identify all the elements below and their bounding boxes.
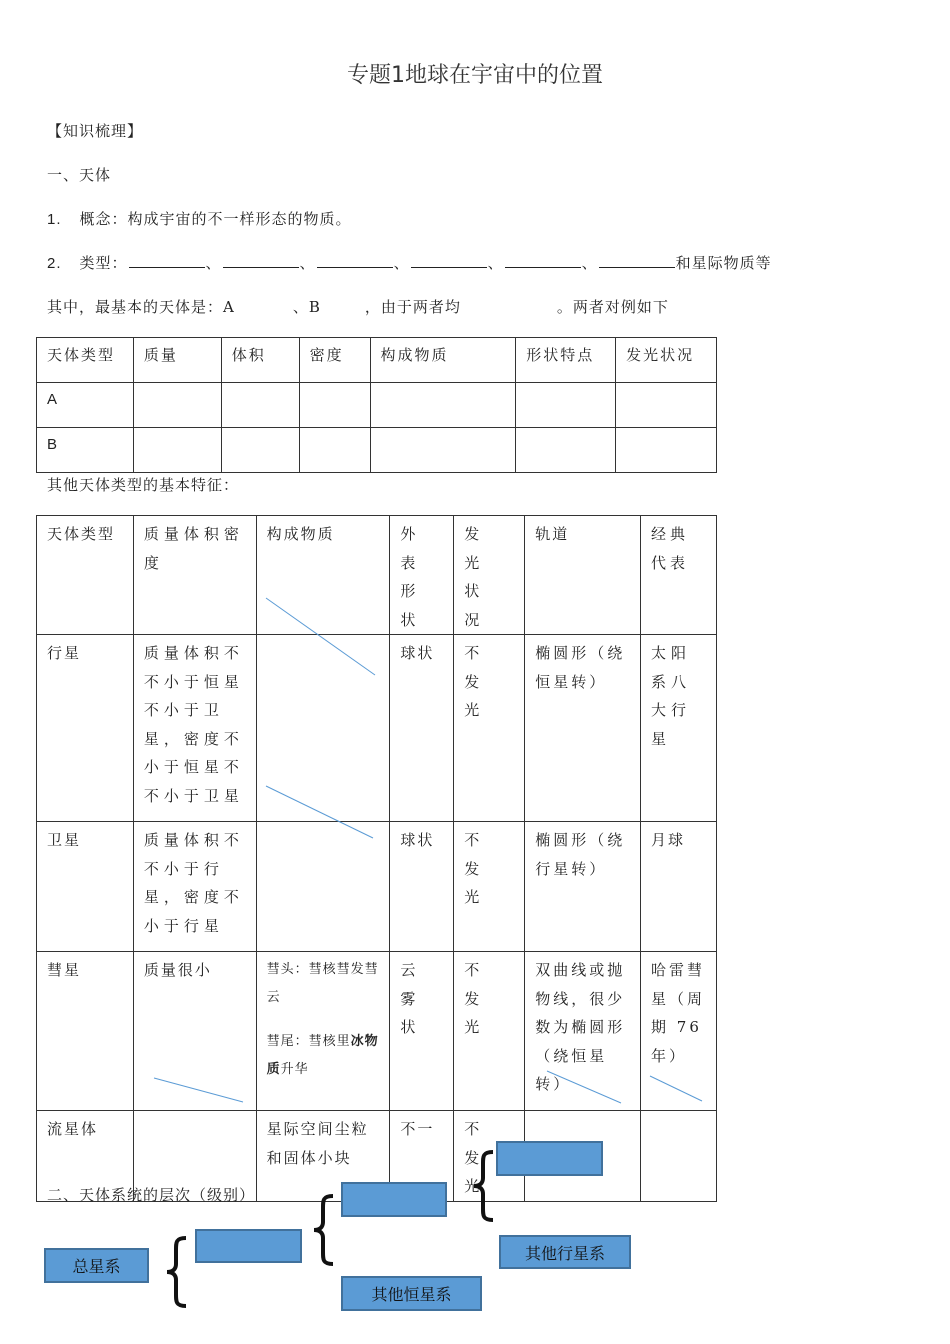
heading-hierarchy: 二、天体系统的层次（级别）	[47, 1186, 256, 1204]
heading-celestial-bodies: 一、天体	[47, 166, 112, 184]
shape-cell: 球状	[390, 635, 454, 822]
mass-cell: 质量体积不不小于行星，密度不小于行星	[133, 822, 256, 952]
shape-cell: 不一	[390, 1111, 454, 1202]
representative-cell: 哈雷彗星（周期 76年）	[641, 952, 717, 1111]
box-label: 总星系	[72, 1257, 121, 1276]
header-cell: 轨道	[525, 516, 641, 635]
box-level-4[interactable]	[496, 1141, 603, 1176]
header-cell: 形状特点	[516, 338, 616, 383]
light-cell: 不发光	[454, 1111, 525, 1202]
concept-num: 1.	[47, 211, 62, 228]
comet-tail-part: 彗尾：彗核里	[266, 1034, 351, 1049]
matter-cell: 星际空间尘粒和固体小块	[256, 1111, 390, 1202]
orbit-cell: 椭圆形（绕恒星转）	[525, 635, 641, 822]
diagonal-line	[154, 1078, 243, 1102]
comet-tail-bold: 冰物质	[266, 1034, 379, 1077]
separator: 、	[581, 254, 598, 272]
basic-line-part: 其中，最基本的天体是：A	[47, 298, 235, 316]
header-cell: 密度	[299, 338, 370, 383]
representative-cell: 太阳系八大行星	[641, 635, 717, 822]
row-label: A	[37, 383, 134, 428]
light-cell: 不发光	[454, 822, 525, 952]
orbit-cell: 双曲线或抛物线，很少数为椭圆形（绕恒星转）	[525, 952, 641, 1111]
comet-tail-part: 升华	[280, 1062, 309, 1077]
box-other-star-systems	[341, 1276, 482, 1311]
type-cell: 卫星	[37, 822, 134, 952]
basic-line-part: 。两者对例如下	[556, 298, 669, 316]
shape-cell: 云雾状	[390, 952, 454, 1111]
diagonal-line	[266, 598, 375, 675]
header-cell: 经典代表	[641, 516, 717, 635]
orbit-cell: 椭圆形（绕行星转）	[525, 822, 641, 952]
box-label: 其他行星系	[524, 1243, 605, 1263]
light-cell: 不发光	[454, 635, 525, 822]
type-cell: 彗星	[37, 952, 134, 1111]
header-cell: 构成物质	[370, 338, 516, 383]
other-bodies-caption: 其他天体类型的基本特征：	[47, 476, 240, 494]
box-level-3[interactable]	[341, 1182, 447, 1217]
mass-cell: 质量很小	[133, 952, 256, 1111]
light-cell: 不发光	[454, 952, 525, 1111]
types-label: 类型：	[79, 254, 128, 272]
header-cell: 质量	[133, 338, 221, 383]
header-cell: 天体类型	[37, 338, 134, 383]
type-cell: 行星	[37, 635, 134, 822]
separator: 、	[487, 254, 504, 272]
box-level-2[interactable]	[195, 1229, 302, 1263]
header-cell: 质量体积密度	[133, 516, 256, 635]
header-cell: 外表形状	[390, 516, 454, 635]
concept-text: 概念：构成宇宙的不一样形态的物质。	[79, 210, 352, 228]
comet-head-text: 彗头：彗核彗发彗云	[266, 962, 379, 1005]
separator: 、	[393, 254, 410, 272]
types-tail: 和星际物质等	[675, 254, 772, 272]
diagonal-line	[650, 1076, 702, 1101]
left-brace-icon	[311, 1194, 337, 1266]
diagonal-line	[547, 1071, 621, 1103]
header-cell: 发光状况	[616, 338, 717, 383]
header-cell: 构成物质	[256, 516, 390, 635]
type-cell: 流星体	[37, 1111, 134, 1202]
row-label: B	[37, 428, 134, 473]
basic-line-part: ，由于两者均	[364, 298, 461, 316]
header-cell: 发光状况	[454, 516, 525, 635]
left-brace-icon	[471, 1150, 497, 1222]
mass-cell: 质量体积不不小于恒星不小于卫星，密度不小于恒星不不小于卫星	[133, 635, 256, 822]
section-knowledge: 【知识梳理】	[47, 122, 144, 140]
box-total-galaxy	[44, 1248, 149, 1283]
separator: 、	[299, 254, 316, 272]
header-cell: 体积	[221, 338, 299, 383]
shape-cell: 球状	[390, 822, 454, 952]
left-brace-icon	[164, 1236, 190, 1308]
separator: 、	[205, 254, 222, 272]
basic-line-part: 、B	[292, 298, 321, 316]
box-label: 其他恒星系	[371, 1285, 452, 1304]
diagonal-line	[266, 786, 373, 838]
header-cell: 天体类型	[37, 516, 134, 635]
types-num: 2.	[47, 255, 62, 272]
representative-cell: 月球	[641, 822, 717, 952]
box-other-planetary-systems	[499, 1235, 631, 1269]
page-title: 专题1地球在宇宙中的位置	[347, 63, 603, 88]
